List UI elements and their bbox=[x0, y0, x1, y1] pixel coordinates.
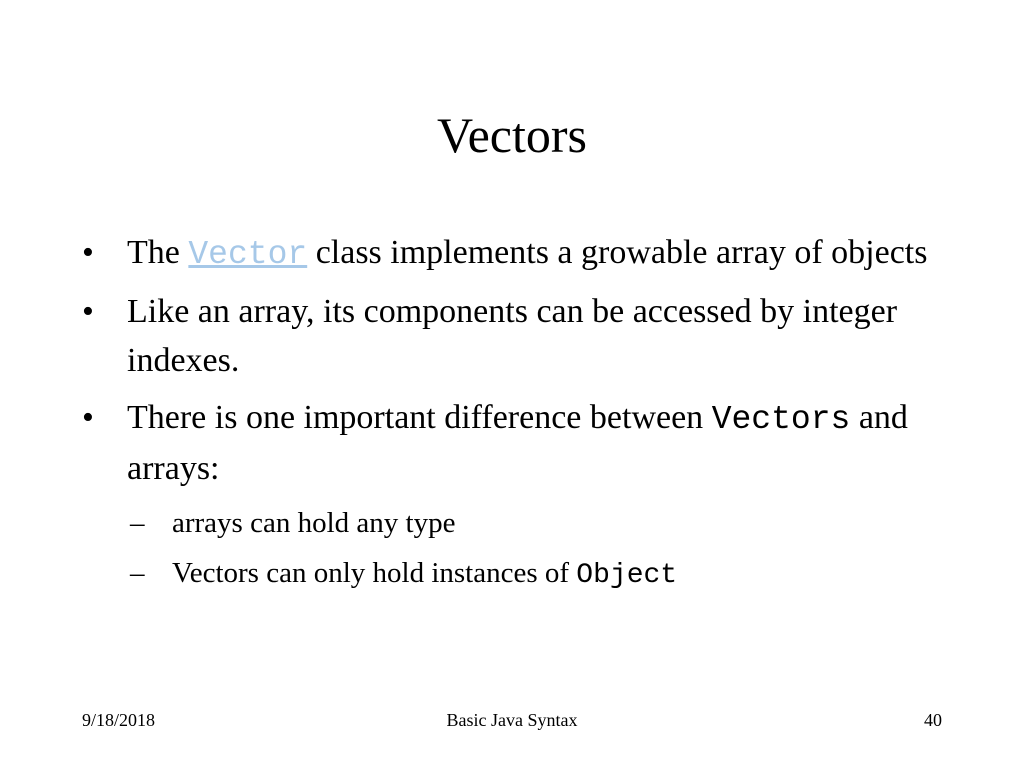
sub-bullet-item bbox=[82, 501, 962, 545]
bullet-text-prefix: The bbox=[127, 234, 189, 271]
sub-bullet-item bbox=[82, 551, 962, 598]
sub-bullet-list bbox=[82, 501, 962, 598]
bullet-marker: • bbox=[82, 399, 94, 436]
bullet-text-suffix: and arrays: bbox=[127, 399, 908, 487]
bullet-item bbox=[82, 228, 962, 279]
bullet-item bbox=[82, 287, 962, 385]
sub-bullet-marker: – bbox=[130, 557, 145, 589]
bullet-item bbox=[82, 393, 962, 493]
bullet-text: Like an array, its components can be accessed by integer indexes. bbox=[127, 293, 898, 379]
footer-date: 9/18/2018 bbox=[82, 710, 156, 730]
bullet-marker: • bbox=[82, 293, 94, 330]
sub-bullet-marker: – bbox=[130, 507, 145, 539]
bullet-text-suffix: class implements a growable array of objects bbox=[307, 234, 928, 271]
vector-link[interactable]: Vector bbox=[188, 236, 308, 273]
bullet-marker: • bbox=[82, 234, 94, 271]
slide-body bbox=[82, 228, 962, 604]
sub-bullet-text-prefix: Vectors can only hold instances of bbox=[172, 557, 577, 589]
sub-bullet-text: arrays can hold any type bbox=[172, 507, 456, 539]
footer-title: Basic Java Syntax bbox=[446, 710, 578, 730]
bullet-text-prefix: There is one important difference between bbox=[127, 399, 712, 436]
slide-title: Vectors bbox=[437, 107, 587, 163]
object-code: Object bbox=[576, 560, 678, 591]
vectors-code: Vectors bbox=[711, 401, 851, 438]
page-number: 40 bbox=[924, 710, 942, 730]
